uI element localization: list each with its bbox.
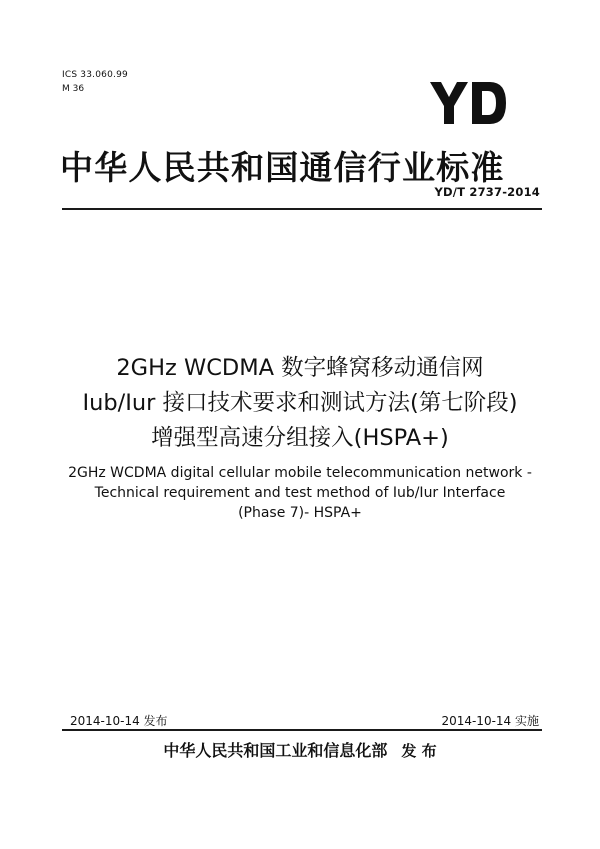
ccs-code: M 36 bbox=[62, 84, 85, 94]
title-cn-line2: Iub/Iur 接口技术要求和测试方法(第七阶段) bbox=[82, 390, 518, 416]
implement-date: 2014-10-14 实施 bbox=[441, 714, 539, 728]
issuer-line bbox=[0, 738, 600, 761]
title-en-line3: (Phase 7)- HSPA+ bbox=[238, 505, 362, 521]
standard-number: YD/T 2737-2014 bbox=[434, 185, 540, 199]
title-cn-line3: 增强型高速分组接入(HSPA+) bbox=[151, 425, 449, 451]
title-en-line1: 2GHz WCDMA digital cellular mobile telecommunication network - bbox=[68, 465, 532, 481]
bottom-divider bbox=[62, 729, 542, 731]
org-title: 中华人民共和国通信行业标准 bbox=[60, 148, 505, 187]
issuer-action: 发 布 bbox=[401, 742, 437, 760]
publish-date: 2014-10-14 发布 bbox=[70, 714, 168, 728]
title-en-line2: Technical requirement and test method of Iub/Iur Interface bbox=[94, 485, 506, 501]
yd-logo bbox=[430, 80, 506, 126]
top-divider bbox=[62, 208, 542, 210]
ics-code: ICS 33.060.99 bbox=[62, 70, 128, 80]
title-cn-line1: 2GHz WCDMA 数字蜂窝移动通信网 bbox=[116, 355, 484, 381]
issuer-name: 中华人民共和国工业和信息化部 bbox=[163, 741, 388, 760]
